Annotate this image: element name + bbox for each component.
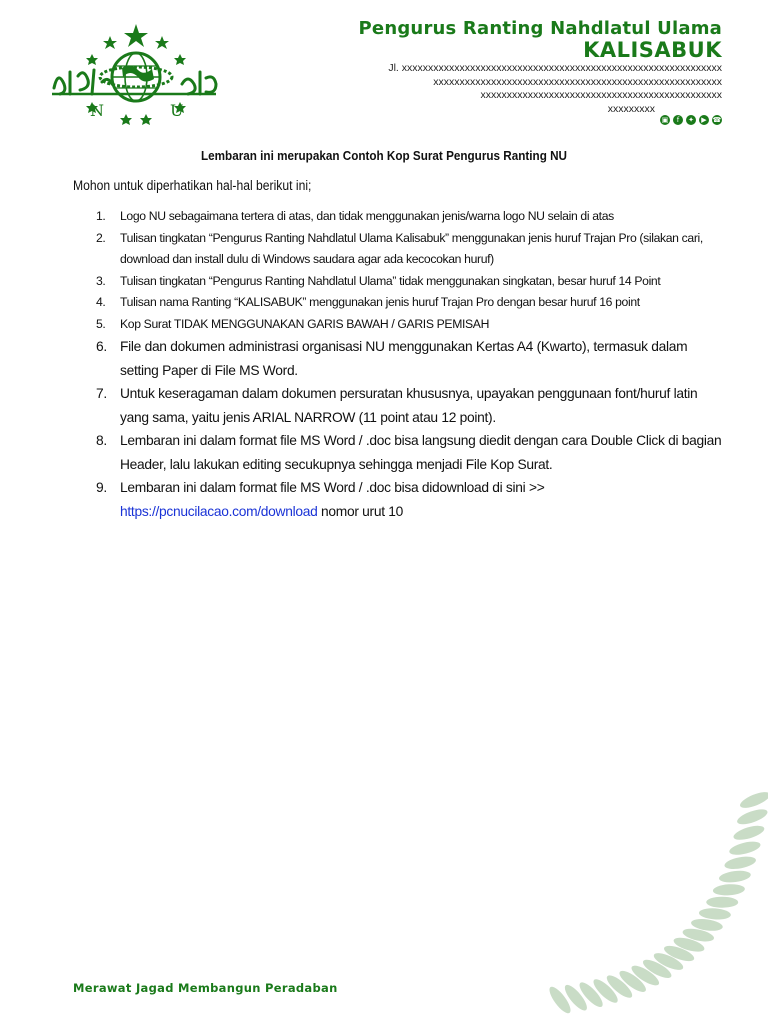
address-line: xxxxxxxxxxxxxxxxxxxxxxxxxxxxxxxxxxxxxxxxxxxxxx <box>480 89 722 102</box>
item-text: Tulisan tingkatan “Pengurus Ranting Nahdlatul Ulama” tidak menggunakan singkatan, besar huruf 14 Point <box>120 273 661 288</box>
list-item <box>73 382 723 429</box>
list-item <box>73 314 723 336</box>
list-item <box>73 228 723 271</box>
twitter-icon: ✦ <box>686 115 696 125</box>
nu-logo <box>50 22 220 128</box>
rope-segment <box>732 823 766 843</box>
item-text: Untuk keseragaman dalam dokumen persuratan khususnya, upayakan penggunaan font/huruf latin yang sama, yaitu jenis ARIAL NARROW (11 point atau 12 point). <box>120 386 698 425</box>
rope-segment <box>718 869 751 884</box>
item-number: 3. <box>96 273 106 288</box>
organization-place: KALISABUK <box>583 38 722 62</box>
document-title: Lembaran ini merupakan Contoh Kop Surat Pengurus Ranting NU <box>201 148 567 163</box>
download-link[interactable]: https://pcnucilacao.com/download <box>120 503 318 519</box>
notes-list <box>73 206 723 523</box>
item-text: File dan dokumen administrasi organisasi NU menggunakan Kertas A4 (Kwarto), termasuk dalam setting Paper di File MS Word. <box>120 339 688 378</box>
item-text: Tulisan tingkatan “Pengurus Ranting Nahdlatul Ulama Kalisabuk” menggunakan jenis huruf Trajan Pro (silakan cari, download dan install dulu di Windows saudara agar ada kecocokan huruf) <box>120 230 703 266</box>
whatsapp-icon: ☎ <box>712 116 722 124</box>
item-suffix: nomor urut 10 <box>317 503 404 519</box>
intro-text: Mohon untuk diperhatikan hal-hal berikut ini; <box>73 178 312 193</box>
rope-segment <box>706 897 738 908</box>
rope-segment <box>723 854 756 871</box>
item-text: Tulisan nama Ranting “KALISABUK” menggunakan jenis huruf Trajan Pro dengan besar huruf 16 point <box>120 295 640 309</box>
facebook-icon: f <box>673 115 683 125</box>
address-block <box>382 62 722 117</box>
address-line: xxxxxxxxxxxxxxxxxxxxxxxxxxxxxxxxxxxxxxxxxxxxxxxxxxxxxxx <box>433 75 722 88</box>
rope-segment <box>735 806 768 827</box>
item-number: 6. <box>96 339 107 354</box>
list-item <box>73 206 723 228</box>
list-item <box>73 292 723 314</box>
list-item <box>73 429 723 476</box>
item-text: Kop Surat TIDAK MENGGUNAKAN GARIS BAWAH / GARIS PEMISAH <box>120 316 490 331</box>
list-item <box>73 271 723 293</box>
item-number: 5. <box>96 316 106 331</box>
organization-name: Pengurus Ranting Nahdlatul Ulama <box>358 18 722 39</box>
rope-segment <box>728 839 762 857</box>
rope-decoration <box>540 790 768 1024</box>
item-text: Lembaran ini dalam format file MS Word / .doc bisa didownload di sini >> <box>120 480 545 495</box>
item-number: 4. <box>96 295 106 309</box>
social-icons <box>660 115 722 125</box>
youtube-icon: ▶ <box>699 115 709 125</box>
address-line: Jl. xxxxxxxxxxxxxxxxxxxxxxxxxxxxxxxxxxxxxxxxxxxxxxxxxxxxxxxxxxxxx <box>388 62 722 74</box>
logo-letter-n: N <box>90 101 104 120</box>
rope-segment <box>713 883 746 896</box>
rope-segment <box>699 907 732 920</box>
item-number: 7. <box>96 386 107 401</box>
logo-letter-u: U <box>170 101 184 120</box>
address-line: xxxxxxxxx <box>607 103 655 116</box>
list-item <box>73 476 723 523</box>
item-number: 2. <box>96 230 106 245</box>
item-text: Lembaran ini dalam format file MS Word / .doc bisa langsung diedit dengan cara Double Click di bagian Header, lalu lakukan editing secukupnya sehingga menjadi File Kop Surat. <box>120 433 722 472</box>
instagram-icon: ▣ <box>661 116 669 124</box>
rope-segment <box>738 790 768 811</box>
footer-motto: Merawat Jagad Membangun Peradaban <box>73 981 338 995</box>
item-number: 9. <box>96 480 107 495</box>
item-number: 8. <box>96 433 107 448</box>
item-number: 1. <box>96 209 106 223</box>
list-item <box>73 335 723 382</box>
item-text: Logo NU sebagaimana tertera di atas, dan tidak menggunakan jenis/warna logo NU selain di atas <box>120 209 614 223</box>
